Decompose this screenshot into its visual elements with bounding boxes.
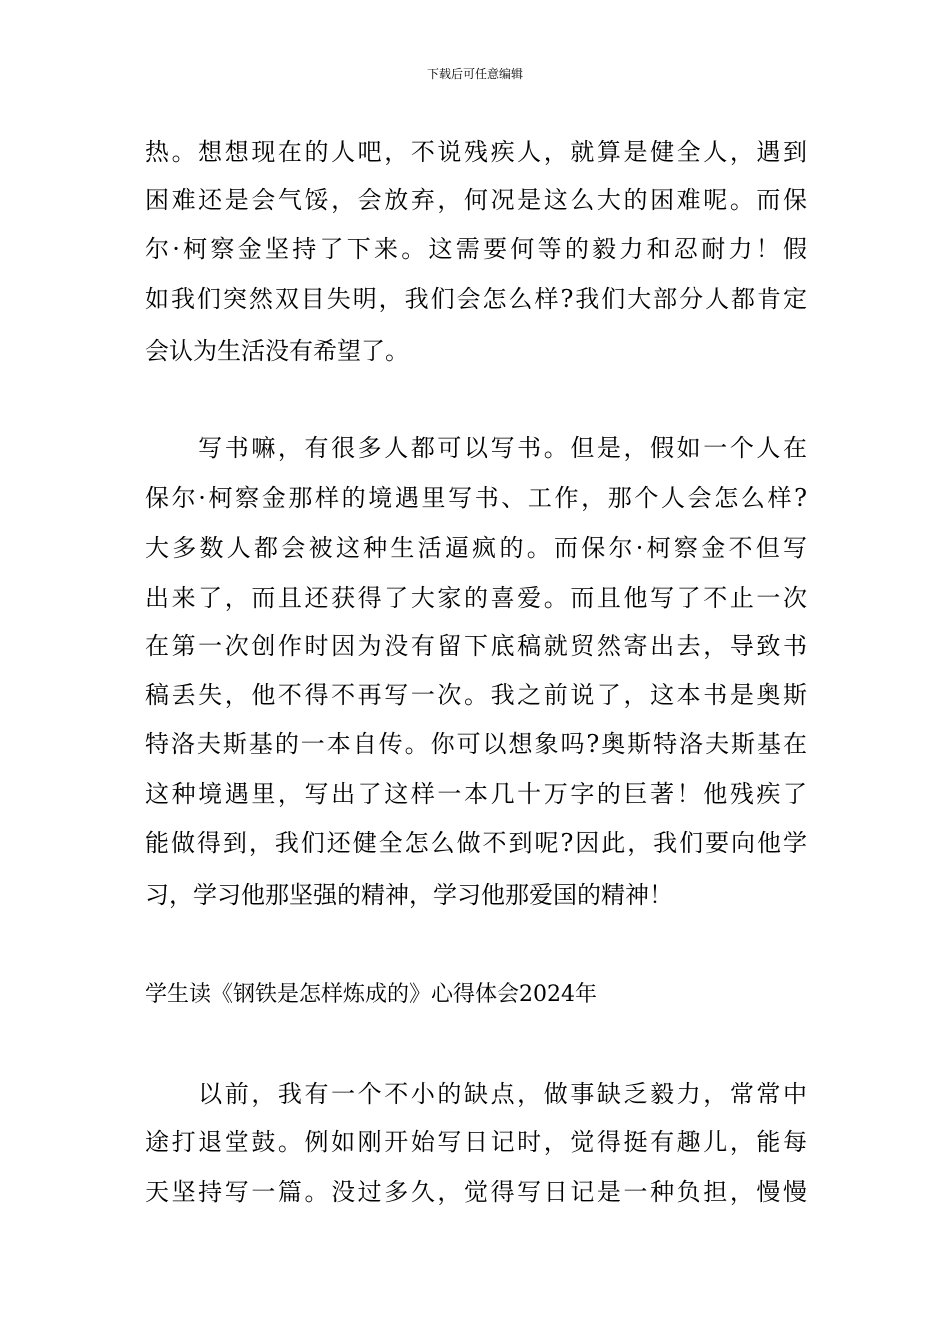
paragraph-2-line-7: 特洛夫斯基的一本自传。你可以想象吗?奥斯特洛夫斯基在 — [145, 730, 807, 758]
paragraph-1-line-5: 会认为生活没有希望了。 — [145, 337, 409, 365]
paragraph-2-line-8: 这种境遇里，写出了这样一本几十万字的巨著！他残疾了 — [145, 780, 807, 808]
paragraph-3-line-1: 以前，我有一个不小的缺点，做事缺乏毅力，常常中 — [145, 1080, 807, 1108]
paragraph-2-line-1: 写书嘛，有很多人都可以写书。但是，假如一个人在 — [145, 434, 807, 462]
paragraph-3-line-2: 途打退堂鼓。例如刚开始写日记时，觉得挺有趣儿，能每 — [145, 1128, 807, 1156]
paragraph-2-line-6: 稿丢失，他不得不再写一次。我之前说了，这本书是奥斯 — [145, 681, 807, 709]
paragraph-1-line-1: 热。想想现在的人吧，不说残疾人，就算是健全人，遇到 — [145, 138, 807, 166]
section-heading: 学生读《钢铁是怎样炼成的》心得体会2024年 — [145, 982, 597, 1007]
paragraph-2-line-3: 大多数人都会被这种生活逼疯的。而保尔·柯察金不但写 — [145, 534, 807, 562]
paragraph-2-line-2: 保尔·柯察金那样的境遇里写书、工作，那个人会怎么样? — [145, 484, 807, 512]
paragraph-1-line-2: 困难还是会气馁，会放弃，何况是这么大的困难呢。而保 — [145, 186, 807, 214]
paragraph-2-line-10: 习，学习他那坚强的精神，学习他那爱国的精神！ — [145, 881, 673, 909]
paragraph-2-line-5: 在第一次创作时因为没有留下底稿就贸然寄出去，导致书 — [145, 632, 807, 660]
paragraph-3-line-3: 天坚持写一篇。没过多久，觉得写日记是一种负担，慢慢 — [145, 1178, 807, 1206]
paragraph-1-line-3: 尔·柯察金坚持了下来。这需要何等的毅力和忍耐力！假 — [145, 235, 807, 263]
paragraph-2-line-4: 出来了，而且还获得了大家的喜爱。而且他写了不止一次 — [145, 584, 807, 612]
page-header: 下载后可任意编辑 — [426, 67, 523, 81]
paragraph-1-line-4: 如我们突然双目失明，我们会怎么样?我们大部分人都肯定 — [145, 285, 807, 313]
paragraph-2-line-9: 能做得到，我们还健全怎么做不到呢?因此，我们要向他学 — [145, 829, 807, 857]
